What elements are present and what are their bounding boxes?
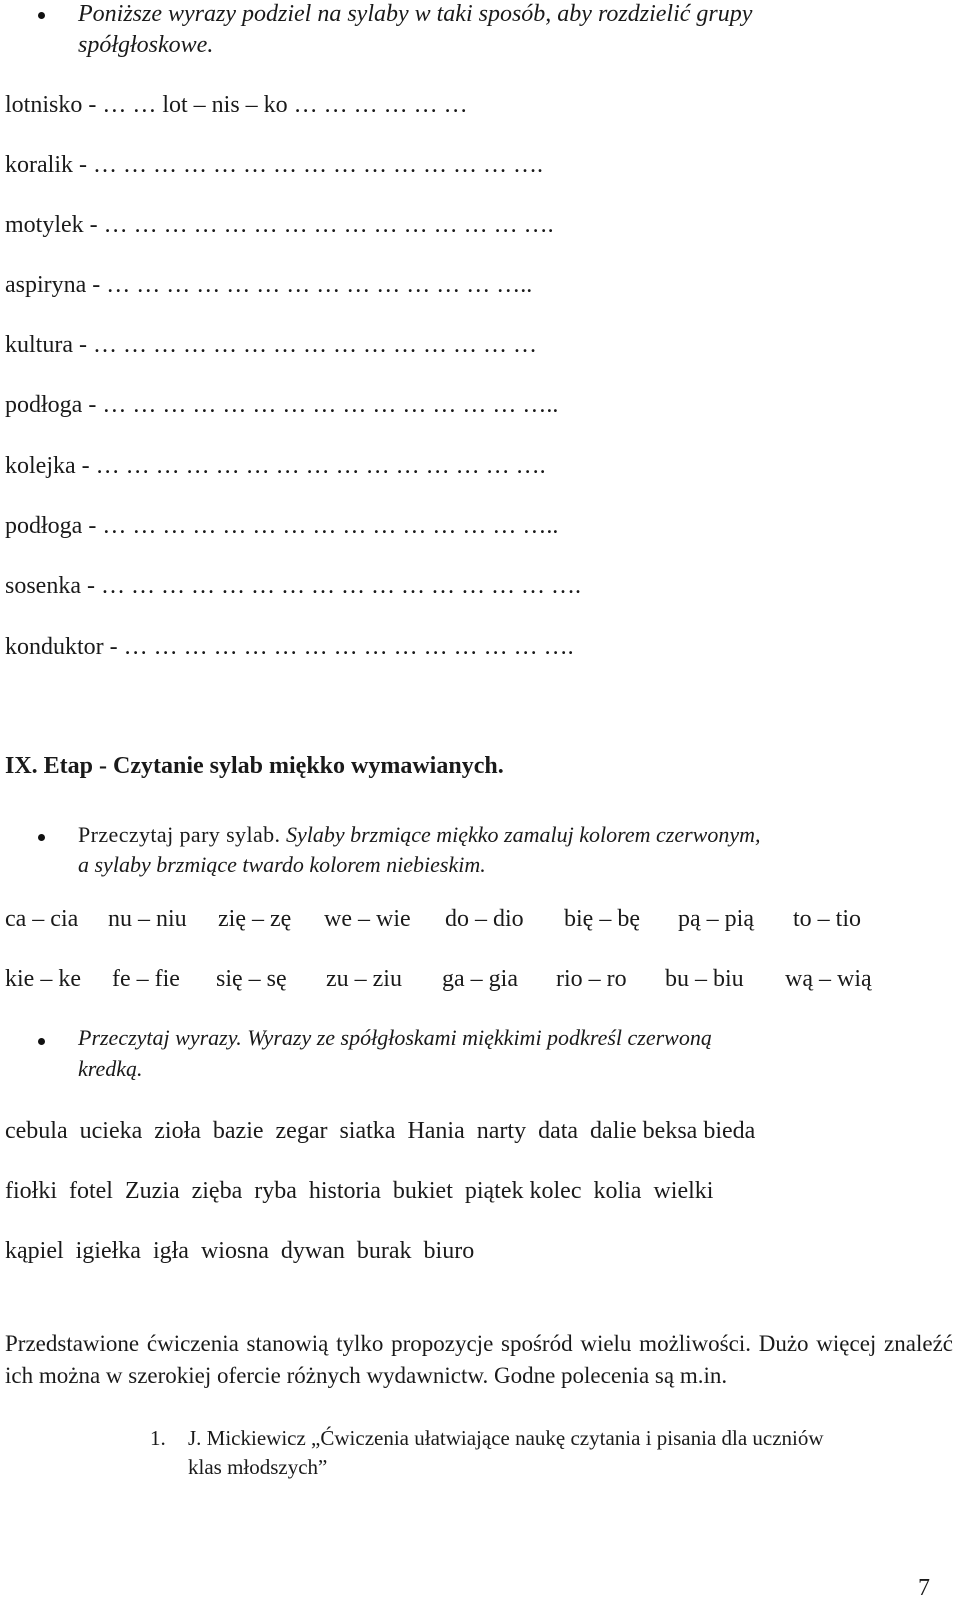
syllable-pair: kie – ke bbox=[5, 966, 81, 992]
syllable-pair: pą – pią bbox=[678, 906, 754, 932]
task3-instruction-line1: Przeczytaj wyrazy. Wyrazy ze spółgłoskami miękkimi podkreśl czerwoną bbox=[78, 1025, 712, 1050]
word-row: kąpiel igiełka igła wiosna dywan burak biuro bbox=[5, 1238, 475, 1264]
task2-instruction-line1 bbox=[78, 822, 760, 848]
section-heading: IX. Etap - Czytanie sylab miękko wymawianych. bbox=[5, 753, 504, 779]
syllable-pair: ca – cia bbox=[5, 906, 79, 932]
page-number: 7 bbox=[918, 1575, 930, 1601]
task2-rest: Sylaby brzmiące miękko zamaluj kolorem czerwonym, bbox=[280, 822, 761, 847]
word-line: konduktor - … … … … … … … … … … … … … … …. bbox=[5, 634, 574, 660]
syllable-pair: bię – bę bbox=[564, 906, 640, 932]
syllable-pair: zu – ziu bbox=[326, 966, 402, 992]
word-line: kultura - … … … … … … … … … … … … … … … bbox=[5, 332, 537, 358]
task1-instruction-line1: Poniższe wyrazy podziel na sylaby w taki sposób, aby rozdzielić grupy bbox=[78, 1, 753, 27]
syllable-pair: to – tio bbox=[793, 906, 862, 932]
syllable-pair: rio – ro bbox=[556, 966, 627, 992]
task3-instruction-line2: kredką. bbox=[78, 1056, 143, 1081]
syllable-pair: ga – gia bbox=[442, 966, 518, 992]
reference-line1: J. Mickiewicz „Ćwiczenia ułatwiające naukę czytania i pisania dla uczniów bbox=[188, 1426, 824, 1450]
bullet-icon bbox=[38, 1038, 45, 1045]
syllable-pair: nu – niu bbox=[108, 906, 187, 932]
task1-instruction-line2: spółgłoskowe. bbox=[78, 32, 214, 58]
word-line: lotnisko - … … lot – nis – ko … … … … … … bbox=[5, 92, 468, 118]
word-line: podłoga - … … … … … … … … … … … … … … ….. bbox=[5, 513, 559, 539]
syllable-pair: zię – zę bbox=[218, 906, 292, 932]
word-row: cebula ucieka zioła bazie zegar siatka Hania narty data dalie beksa bieda bbox=[5, 1118, 756, 1144]
word-line: koralik - … … … … … … … … … … … … … … …. bbox=[5, 152, 543, 178]
word-line: podłoga - … … … … … … … … … … … … … … ….. bbox=[5, 392, 559, 418]
syllable-pair: we – wie bbox=[324, 906, 411, 932]
task2-instruction-line2: a sylaby brzmiące twardo kolorem niebieskim. bbox=[78, 852, 486, 877]
word-row: fiołki fotel Zuzia zięba ryba historia bukiet piątek kolec kolia wielki bbox=[5, 1178, 714, 1204]
syllable-pair: bu – biu bbox=[665, 966, 744, 992]
task2-lead: Przeczytaj pary sylab. bbox=[78, 822, 281, 847]
word-line: motylek - … … … … … … … … … … … … … … …. bbox=[5, 212, 554, 238]
syllable-pair: wą – wią bbox=[785, 966, 872, 992]
reference-line2: klas młodszych” bbox=[188, 1455, 328, 1479]
word-line: sosenka - … … … … … … … … … … … … … … … …. bbox=[5, 573, 581, 599]
closing-paragraph: Przedstawione ćwiczenia stanowią tylko propozycje spośród wielu możliwości. Dużo więcej znaleźć ich można w szerokiej ofercie różnych wydawnictw. Godne polecenia są m.in. bbox=[5, 1331, 953, 1388]
bullet-icon bbox=[38, 12, 45, 19]
word-line: kolejka - … … … … … … … … … … … … … … …. bbox=[5, 453, 546, 479]
syllable-pair: fe – fie bbox=[112, 966, 180, 992]
syllable-pair: do – dio bbox=[445, 906, 524, 932]
bullet-icon bbox=[38, 834, 45, 841]
word-line: aspiryna - … … … … … … … … … … … … … ….. bbox=[5, 272, 533, 298]
reference-number: 1. bbox=[150, 1426, 166, 1450]
syllable-pair: się – sę bbox=[216, 966, 287, 992]
